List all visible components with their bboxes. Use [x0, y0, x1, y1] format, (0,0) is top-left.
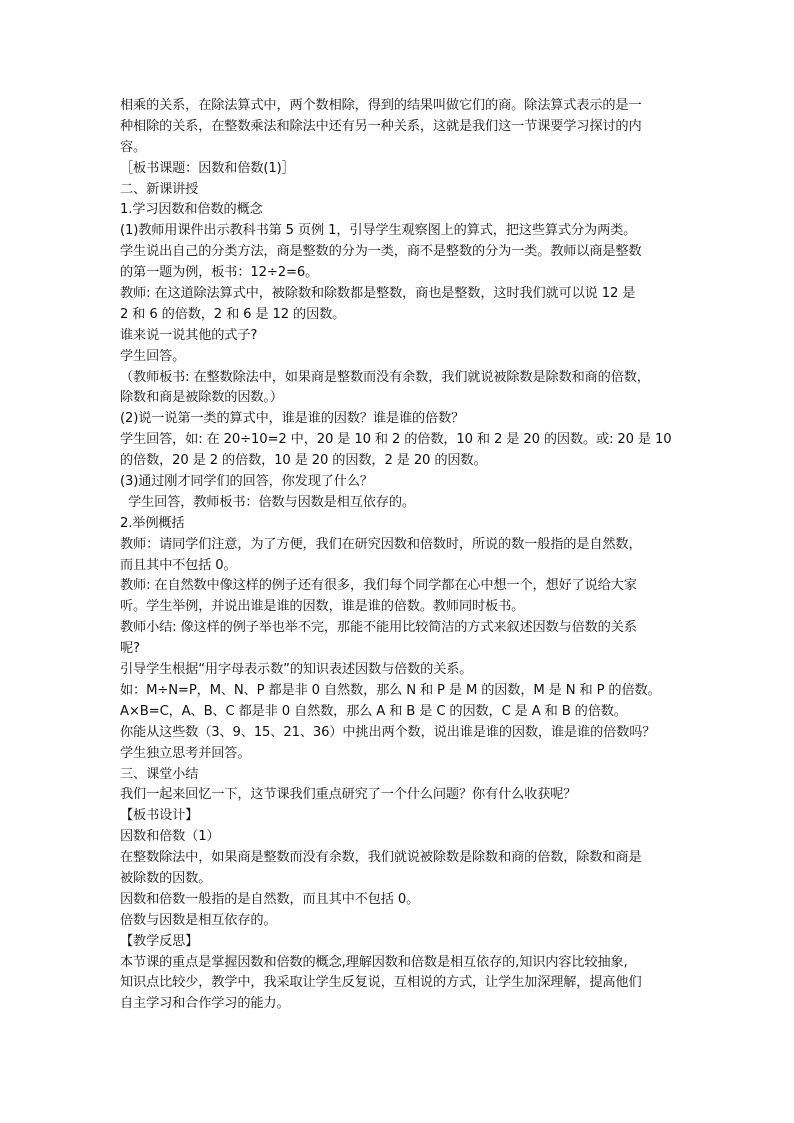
- section-heading: 三、课堂小结: [120, 766, 199, 782]
- body-text-line: A×B=C，A、B、C 都是非 0 自然数，那么 A 和 B 是 C 的因数，C 是 A 和 B 的倍数。: [120, 703, 627, 719]
- body-text-line: 呢?: [120, 641, 140, 657]
- body-text-line: 自主学习和合作学习的能力。: [120, 996, 290, 1012]
- body-text-line: 因数和倍数一般指的是自然数，而且其中不包括 0。: [120, 891, 420, 907]
- body-text-line: 学生独立思考并回答。: [120, 745, 251, 761]
- body-text-line: 我们一起来回忆一下，这节课我们重点研究了一个什么问题？你有什么收获呢？: [120, 787, 577, 803]
- body-text-line: 学生回答，教师板书：倍数与因数是相互依存的。: [120, 494, 415, 510]
- body-text-line: 教师：请同学们注意，为了方便，我们在研究因数和倍数时，所说的数一般指的是自然数，: [120, 536, 642, 552]
- body-text-line: 除数和商是被除数的因数。）: [120, 390, 283, 406]
- body-text-line: 因数和倍数（1）: [120, 829, 220, 845]
- body-text-line: 引导学生根据“用字母表示数”的知识表述因数与倍数的关系。: [120, 662, 473, 678]
- body-text-line: 2 和 6 的倍数，2 和 6 是 12 的因数。: [120, 306, 346, 322]
- reflection-heading: 【教学反思】: [120, 933, 199, 949]
- body-text-line: 谁来说一说其他的式子?: [120, 327, 258, 343]
- body-text-line: 学生说出自己的分类方法，商是整数的分为一类，商不是整数的分为一类。教师以商是整数: [120, 244, 642, 260]
- body-text-line: 的倍数，20 是 2 的倍数，10 是 20 的因数，2 是 20 的因数。: [120, 453, 487, 469]
- body-text-line: 容。: [120, 139, 147, 155]
- body-text-line: 你能从这些数（3、9、15、21、36）中挑出两个数，说出谁是谁的因数，谁是谁的倍数吗？: [120, 724, 656, 740]
- body-text-line: 的第一题为例，板书：12÷2=6。: [120, 265, 319, 281]
- body-text-line: 教师: 在自然数中像这样的例子还有很多，我们每个同学都在心中想一个，想好了说给大家: [120, 578, 637, 594]
- body-text-line: 教师: 在这道除法算式中，被除数和除数都是整数，商也是整数，这时我们就可以说 12 是: [120, 286, 636, 302]
- body-text-line: 倍数与因数是相互依存的。: [120, 912, 277, 928]
- body-text-line: 听。学生举例，并说出谁是谁的因数，谁是谁的倍数。教师同时板书。: [120, 599, 525, 615]
- section-heading: 二、新课讲授: [120, 181, 199, 197]
- body-text-line: 学生回答，如: 在 20÷10=2 中，20 是 10 和 2 的倍数，10 和 2 是 20 的因数。或: 20 是 10: [120, 432, 672, 448]
- body-text-line: (1)教师用课件出示教科书第 5 页例 1，引导学生观察图上的算式，把这些算式分为两类。: [120, 223, 637, 239]
- subsection-heading: 2.举例概括: [120, 515, 185, 531]
- body-text-line: 本节课的重点是掌握因数和倍数的概念,理解因数和倍数是相互依存的,知识内容比较抽象,: [120, 954, 628, 970]
- document-body: [120, 96, 680, 1015]
- body-text-line: 被除数的因数。: [120, 870, 212, 886]
- body-text-line: 种相除的关系，在整数乘法和除法中还有另一种关系，这就是我们这一节课要学习探讨的内: [120, 118, 642, 134]
- board-design-heading: 【板书设计】: [120, 808, 199, 824]
- subsection-heading: 1.学习因数和倍数的概念: [120, 202, 263, 218]
- body-text-line: 而且其中不包括 0。: [120, 557, 237, 573]
- body-text-line: 如：M÷N=P，M、N、P 都是非 0 自然数，那么 N 和 P 是 M 的因数，M 是 N 和 P 的倍数。: [120, 682, 661, 698]
- body-text-line: 知识点比较少，教学中，我采取让学生反复说，互相说的方式，让学生加深理解，提高他们: [120, 975, 642, 991]
- body-text-line: 学生回答。: [120, 348, 186, 364]
- body-text-line: 在整数除法中，如果商是整数而没有余数，我们就说被除数是除数和商的倍数，除数和商是: [120, 850, 642, 866]
- body-text-line: (2)说一说第一类的算式中，谁是谁的因数？谁是谁的倍数？: [120, 411, 465, 427]
- body-text-line: (3)通过刚才同学们的回答，你发现了什么？: [120, 474, 373, 490]
- board-topic-line: ［板书课题：因数和倍数(1)］: [120, 160, 295, 176]
- body-text-line: （教师板书: 在整数除法中，如果商是整数而没有余数，我们就说被除数是除数和商的倍数，: [120, 369, 650, 385]
- body-text-line: 相乘的关系，在除法算式中，两个数相除，得到的结果叫做它们的商。除法算式表示的是一: [120, 98, 642, 113]
- body-text-line: 教师小结: 像这样的例子举也举不完，那能不能用比较简洁的方式来叙述因数与倍数的关系: [120, 620, 637, 636]
